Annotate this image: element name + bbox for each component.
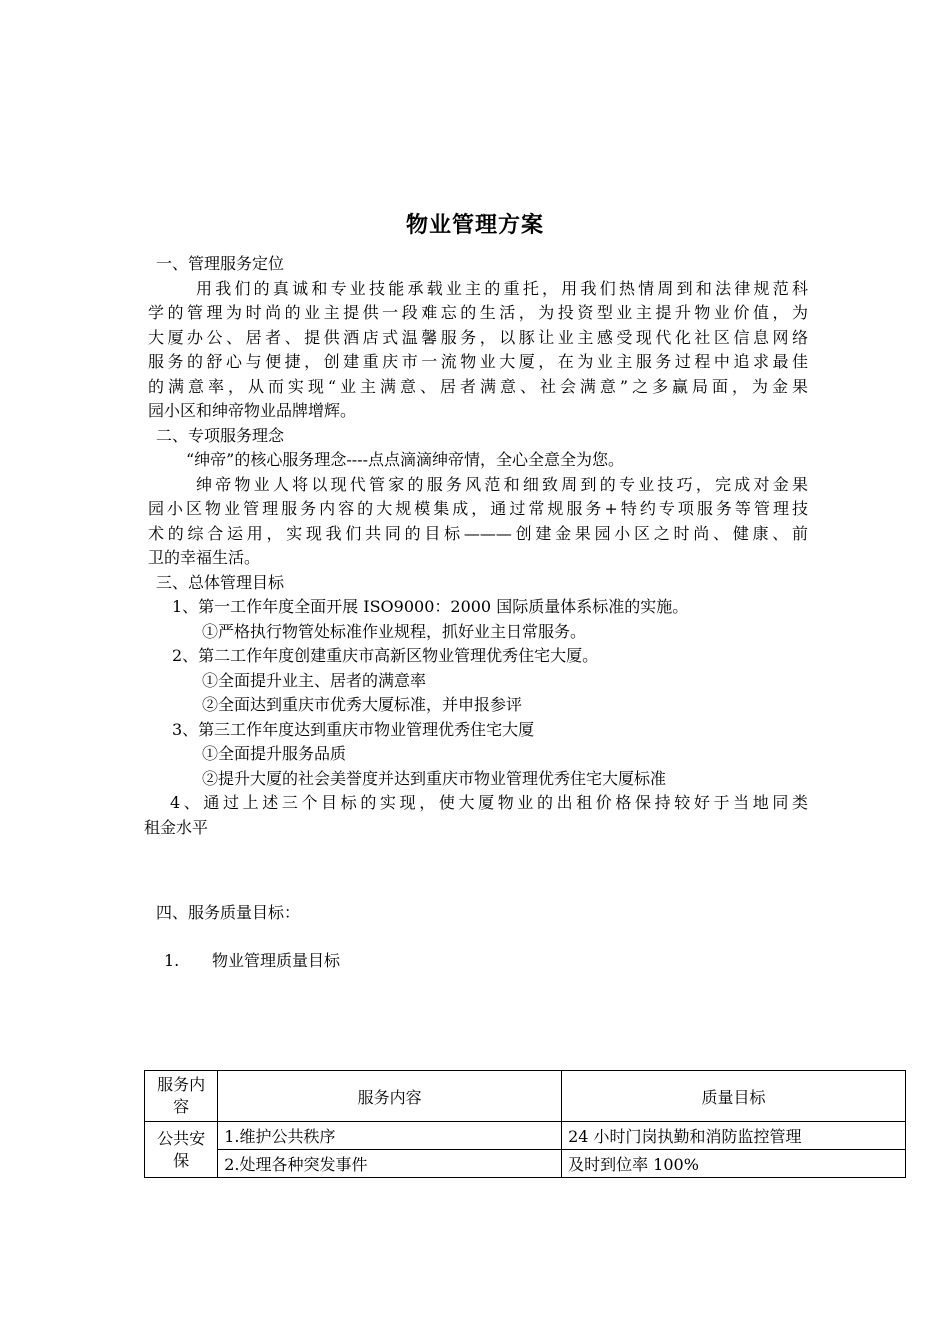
section2-line: 卫的幸福生活。 (148, 548, 261, 567)
section4-sub1 (164, 948, 340, 971)
table-row (145, 1150, 906, 1178)
section2-heading: 二、专项服务理念 (156, 425, 285, 445)
target-cell: 及时到位率 100% (562, 1150, 906, 1178)
goal-2-item: ①全面提升业主、居者的满意率 (202, 670, 427, 690)
content-cell: 1.维护公共秩序 (218, 1122, 562, 1150)
goal-2: 2、第二工作年度创建重庆市高新区物业管理优秀住宅大厦。 (172, 646, 599, 665)
content-cell: 2.处理各种突发事件 (218, 1150, 562, 1178)
document-title: 物业管理方案 (405, 212, 544, 238)
section1-line: 服务的舒心与便捷，创建重庆市一流物业大厦，在为业主服务过程中追求最佳 (148, 352, 808, 371)
header-category: 服务内容 (145, 1071, 218, 1122)
section4-heading: 四、服务质量目标： (156, 903, 301, 922)
section1-heading: 一、管理服务定位 (156, 254, 285, 273)
target-cell: 24 小时门岗执勤和消防监控管理 (562, 1122, 906, 1150)
document-body (144, 252, 808, 840)
category-cell: 公共安保 (145, 1122, 218, 1178)
section3-heading: 三、总体管理目标 (156, 572, 285, 592)
goal-4: 4、通过上述三个目标的实现，使大厦物业的出租价格保持较好于当地同类 (170, 793, 808, 812)
goal-3-item: ①全面提升服务品质 (202, 744, 347, 763)
goal-1-item: ①严格执行物管处标准作业规程，抓好业主日常服务。 (202, 621, 587, 641)
table-row (145, 1122, 906, 1150)
section2-line: 园小区物业管理服务内容的大规模集成，通过常规服务+特约专项服务等管理技 (148, 499, 808, 518)
section2-slogan: “绅帝”的核心服务理念----点点滴滴绅帝情，全心全意全为您。 (186, 450, 624, 469)
section2-line: 术的综合运用，实现我们共同的目标———创建金果园小区之时尚、健康、前 (148, 523, 808, 543)
goal-1: 1、第一工作年度全面开展 ISO9000：2000 国际质量体系标准的实施。 (172, 597, 689, 616)
sub1-number: 1. (164, 951, 180, 970)
goal-3-item: ②提升大厦的社会美誉度并达到重庆市物业管理优秀住宅大厦标准 (202, 768, 667, 788)
goal-4-cont: 租金水平 (144, 817, 209, 837)
header-content: 服务内容 (218, 1071, 562, 1122)
section2-line: 绅帝物业人将以现代管家的服务风范和细致周到的专业技巧，完成对金果 (196, 474, 808, 494)
section1-line: 园小区和绅帝物业品牌增辉。 (148, 401, 357, 420)
goal-2-item: ②全面达到重庆市优秀大厦标准，并申报参评 (202, 695, 523, 714)
quality-table (144, 1070, 906, 1178)
section1-line: 大厦办公、居者、提供酒店式温馨服务，以豚让业主感受现代化社区信息网络 (148, 327, 808, 347)
section1-line: 学的管理为时尚的业主提供一段难忘的生活，为投资型业主提升物业价值，为 (148, 303, 808, 322)
table-header-row (145, 1071, 906, 1122)
sub1-title: 物业管理质量目标 (212, 951, 341, 970)
goal-3: 3、第三工作年度达到重庆市物业管理优秀住宅大厦 (172, 719, 535, 739)
header-target: 质量目标 (562, 1071, 906, 1122)
section1-line: 的满意率，从而实现“业主满意、居者满意、社会满意”之多赢局面，为金果 (148, 376, 808, 396)
section1-line: 用我们的真诚和专业技能承载业主的重托，用我们热情周到和法律规范科 (196, 278, 808, 298)
